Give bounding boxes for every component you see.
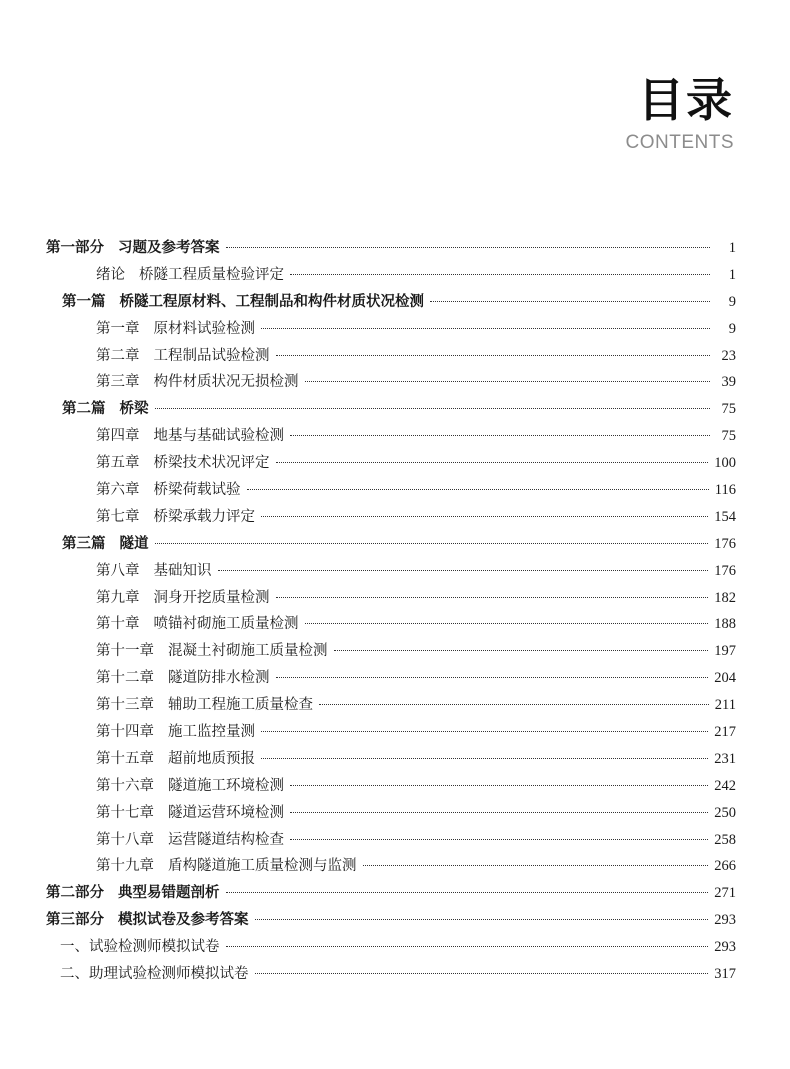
dot-leader [226, 247, 711, 248]
toc-entry[interactable] [46, 747, 736, 774]
dot-leader [226, 946, 709, 947]
toc-entry[interactable] [46, 881, 736, 908]
toc-entry[interactable] [46, 451, 736, 478]
toc-entry-label [62, 290, 424, 311]
toc-entry-title: 工程制品试验检测 [153, 347, 270, 364]
toc-entry-number: 第三章 [96, 374, 140, 391]
toc-entry[interactable] [46, 828, 736, 855]
toc-entry-page: 293 [714, 912, 736, 929]
dot-leader [276, 597, 709, 598]
toc-entry-page: 75 [721, 401, 736, 418]
toc-entry-number: 第三部分 [46, 912, 104, 929]
toc-entry-page: 188 [714, 616, 736, 633]
toc-entry[interactable] [46, 801, 736, 828]
toc-entry-label [46, 236, 220, 257]
dot-leader [218, 570, 709, 571]
toc-entry-title: 地基与基础试验检测 [153, 428, 284, 445]
toc-entry[interactable] [46, 908, 736, 935]
toc-entry-label [96, 801, 284, 822]
dot-leader [290, 274, 710, 275]
dot-leader [276, 355, 711, 356]
toc-entry-title: 隧道 [119, 535, 149, 552]
toc-entry-page: 231 [714, 750, 736, 767]
toc-entry-label [96, 559, 212, 580]
toc-entry[interactable] [46, 370, 736, 397]
toc-entry[interactable] [46, 693, 736, 720]
dot-leader [261, 731, 708, 732]
toc-entry-number: 第九章 [96, 589, 140, 606]
dot-leader [155, 543, 709, 544]
toc-entry-label [96, 828, 284, 849]
toc-entry-title: 一、试验检测师模拟试卷 [60, 939, 220, 956]
toc-entry-title: 盾构隧道施工质量检测与监测 [168, 858, 357, 875]
dot-leader [226, 892, 709, 893]
toc-entry-page: 154 [714, 508, 736, 525]
toc-entry-label [60, 935, 220, 956]
toc-entry-label [96, 424, 284, 445]
toc-entry-number: 第一章 [96, 320, 140, 337]
toc-entry[interactable] [46, 639, 736, 666]
toc-entry[interactable] [46, 478, 736, 505]
dot-leader [334, 650, 709, 651]
dot-leader [261, 328, 710, 329]
dot-leader [155, 408, 711, 409]
toc-entry-page: 1 [728, 240, 736, 256]
toc-header [626, 72, 735, 154]
toc-entry[interactable] [46, 559, 736, 586]
toc-entry-label [96, 747, 255, 768]
table-of-contents [46, 236, 736, 989]
toc-entry-label [96, 720, 255, 741]
toc-entry-title: 模拟试卷及参考答案 [118, 912, 249, 929]
toc-entry-number: 第六章 [96, 482, 140, 499]
toc-entry-page: 317 [714, 966, 736, 983]
toc-entry-title: 超前地质预报 [168, 750, 255, 767]
dot-leader [319, 704, 709, 705]
toc-entry-label [60, 962, 249, 983]
toc-entry-title: 桥隧工程原材料、工程制品和构件材质状况检测 [119, 293, 424, 310]
toc-entry-page: 23 [721, 347, 736, 364]
toc-entry[interactable] [46, 397, 736, 424]
toc-entry-label [96, 505, 255, 526]
toc-entry-title: 桥隧工程质量检验评定 [139, 266, 284, 283]
toc-entry-title: 桥梁 [119, 401, 149, 418]
toc-entry-title: 施工监控量测 [168, 724, 255, 741]
toc-entry-number: 第二部分 [46, 885, 104, 902]
toc-entry-label [96, 639, 328, 660]
toc-entry-number: 第十八章 [96, 831, 154, 848]
toc-entry-number: 第五章 [96, 455, 140, 472]
toc-entry-label [96, 317, 255, 338]
toc-entry-number: 第十章 [96, 616, 140, 633]
toc-entry-number: 第二篇 [62, 401, 106, 418]
toc-entry-label [96, 666, 270, 687]
dot-leader [255, 919, 709, 920]
toc-entry-page: 176 [714, 562, 736, 579]
dot-leader [363, 865, 709, 866]
toc-entry-title: 隧道施工环境检测 [168, 777, 284, 794]
page-title: 目录 [638, 73, 734, 127]
toc-entry-page: 250 [714, 804, 736, 821]
toc-entry[interactable] [46, 612, 736, 639]
toc-entry-page: 75 [721, 428, 736, 445]
dot-leader [290, 812, 708, 813]
toc-entry-label [46, 881, 220, 902]
dot-leader [276, 462, 709, 463]
toc-entry-number: 第三篇 [62, 535, 106, 552]
toc-entry-title: 洞身开挖质量检测 [153, 589, 270, 606]
dot-leader [305, 381, 711, 382]
toc-entry-number: 第四章 [96, 428, 140, 445]
toc-entry-label [96, 774, 284, 795]
toc-entry-title: 喷锚衬砌施工质量检测 [153, 616, 299, 633]
toc-entry-number: 第十四章 [96, 724, 154, 741]
toc-entry[interactable] [46, 236, 736, 263]
toc-entry-title: 基础知识 [153, 562, 212, 579]
dot-leader [261, 758, 708, 759]
toc-entry[interactable] [46, 263, 736, 290]
toc-entry-label [62, 532, 149, 553]
toc-entry-label [96, 263, 284, 284]
toc-entry-page: 266 [714, 858, 736, 875]
toc-entry-page: 242 [714, 777, 736, 794]
dot-leader [290, 435, 710, 436]
toc-entry[interactable] [46, 532, 736, 559]
toc-entry-page: 197 [714, 643, 736, 660]
toc-entry[interactable] [46, 854, 736, 881]
toc-entry-number: 第八章 [96, 562, 140, 579]
toc-entry-page: 258 [714, 831, 736, 848]
toc-entry-title: 二、助理试验检测师模拟试卷 [60, 966, 249, 983]
toc-entry-label [96, 586, 270, 607]
toc-entry-page: 176 [714, 535, 736, 552]
dot-leader [261, 516, 708, 517]
toc-entry[interactable] [46, 962, 736, 989]
toc-entry-label [96, 854, 357, 875]
toc-entry-page: 1 [728, 266, 736, 283]
toc-entry-page: 293 [714, 939, 736, 956]
toc-entry-page: 182 [714, 589, 736, 606]
toc-entry-title: 构件材质状况无损检测 [153, 374, 299, 391]
toc-entry[interactable] [46, 424, 736, 451]
toc-entry-number: 第十五章 [96, 750, 154, 767]
dot-leader [305, 623, 709, 624]
toc-entry-label [46, 908, 249, 929]
toc-entry[interactable] [46, 290, 736, 317]
toc-entry-number: 第十三章 [96, 697, 154, 714]
dot-leader [247, 489, 709, 490]
toc-entry-number: 第二章 [96, 347, 140, 364]
toc-entry-page: 271 [714, 885, 736, 902]
toc-entry-title: 运营隧道结构检查 [168, 831, 284, 848]
toc-entry-label [96, 370, 299, 391]
toc-entry-title: 隧道防排水检测 [168, 670, 270, 687]
toc-entry-number: 绪论 [96, 266, 125, 283]
toc-entry-label [96, 612, 299, 633]
toc-entry-title: 辅助工程施工质量检查 [168, 697, 313, 714]
toc-entry-number: 第一篇 [62, 293, 106, 310]
dot-leader [290, 785, 708, 786]
toc-entry-page: 217 [714, 724, 736, 741]
toc-entry-number: 第十二章 [96, 670, 154, 687]
toc-entry-page: 9 [728, 293, 736, 310]
toc-entry-label [96, 451, 270, 472]
toc-entry[interactable] [46, 505, 736, 532]
toc-entry[interactable] [46, 586, 736, 613]
dot-leader [290, 839, 708, 840]
toc-entry-page: 116 [714, 482, 736, 499]
toc-entry[interactable] [46, 720, 736, 747]
dot-leader [430, 301, 710, 302]
toc-entry-title: 原材料试验检测 [153, 320, 255, 337]
toc-entry[interactable] [46, 344, 736, 371]
toc-entry-title: 桥梁承载力评定 [153, 508, 255, 525]
toc-entry-title: 隧道运营环境检测 [168, 804, 284, 821]
toc-entry-number: 第十九章 [96, 858, 154, 875]
toc-entry[interactable] [46, 935, 736, 962]
toc-entry-label [96, 344, 270, 365]
toc-entry-number: 第十一章 [96, 643, 154, 660]
toc-entry-page: 39 [721, 374, 736, 391]
toc-entry-number: 第七章 [96, 508, 140, 525]
toc-entry[interactable] [46, 774, 736, 801]
toc-entry-label [96, 693, 313, 714]
toc-entry-number: 第十六章 [96, 777, 154, 794]
toc-entry-title: 混凝土衬砌施工质量检测 [168, 643, 328, 660]
page-subtitle: CONTENTS [625, 132, 734, 153]
toc-entry-page: 211 [714, 697, 736, 714]
toc-entry-title: 桥梁荷载试验 [153, 482, 241, 499]
toc-entry-page: 100 [714, 455, 736, 472]
dot-leader [255, 973, 709, 974]
toc-entry-label [62, 397, 149, 418]
toc-entry[interactable] [46, 666, 736, 693]
toc-entry-title: 习题及参考答案 [118, 240, 220, 256]
toc-entry-title: 桥梁技术状况评定 [153, 455, 270, 472]
toc-entry-title: 典型易错题剖析 [118, 885, 220, 902]
toc-entry-page: 204 [714, 670, 736, 687]
toc-entry-label [96, 478, 241, 499]
toc-entry-page: 9 [728, 320, 736, 337]
toc-entry-number: 第十七章 [96, 804, 154, 821]
toc-entry[interactable] [46, 317, 736, 344]
dot-leader [276, 677, 709, 678]
toc-entry-number: 第一部分 [46, 240, 104, 256]
